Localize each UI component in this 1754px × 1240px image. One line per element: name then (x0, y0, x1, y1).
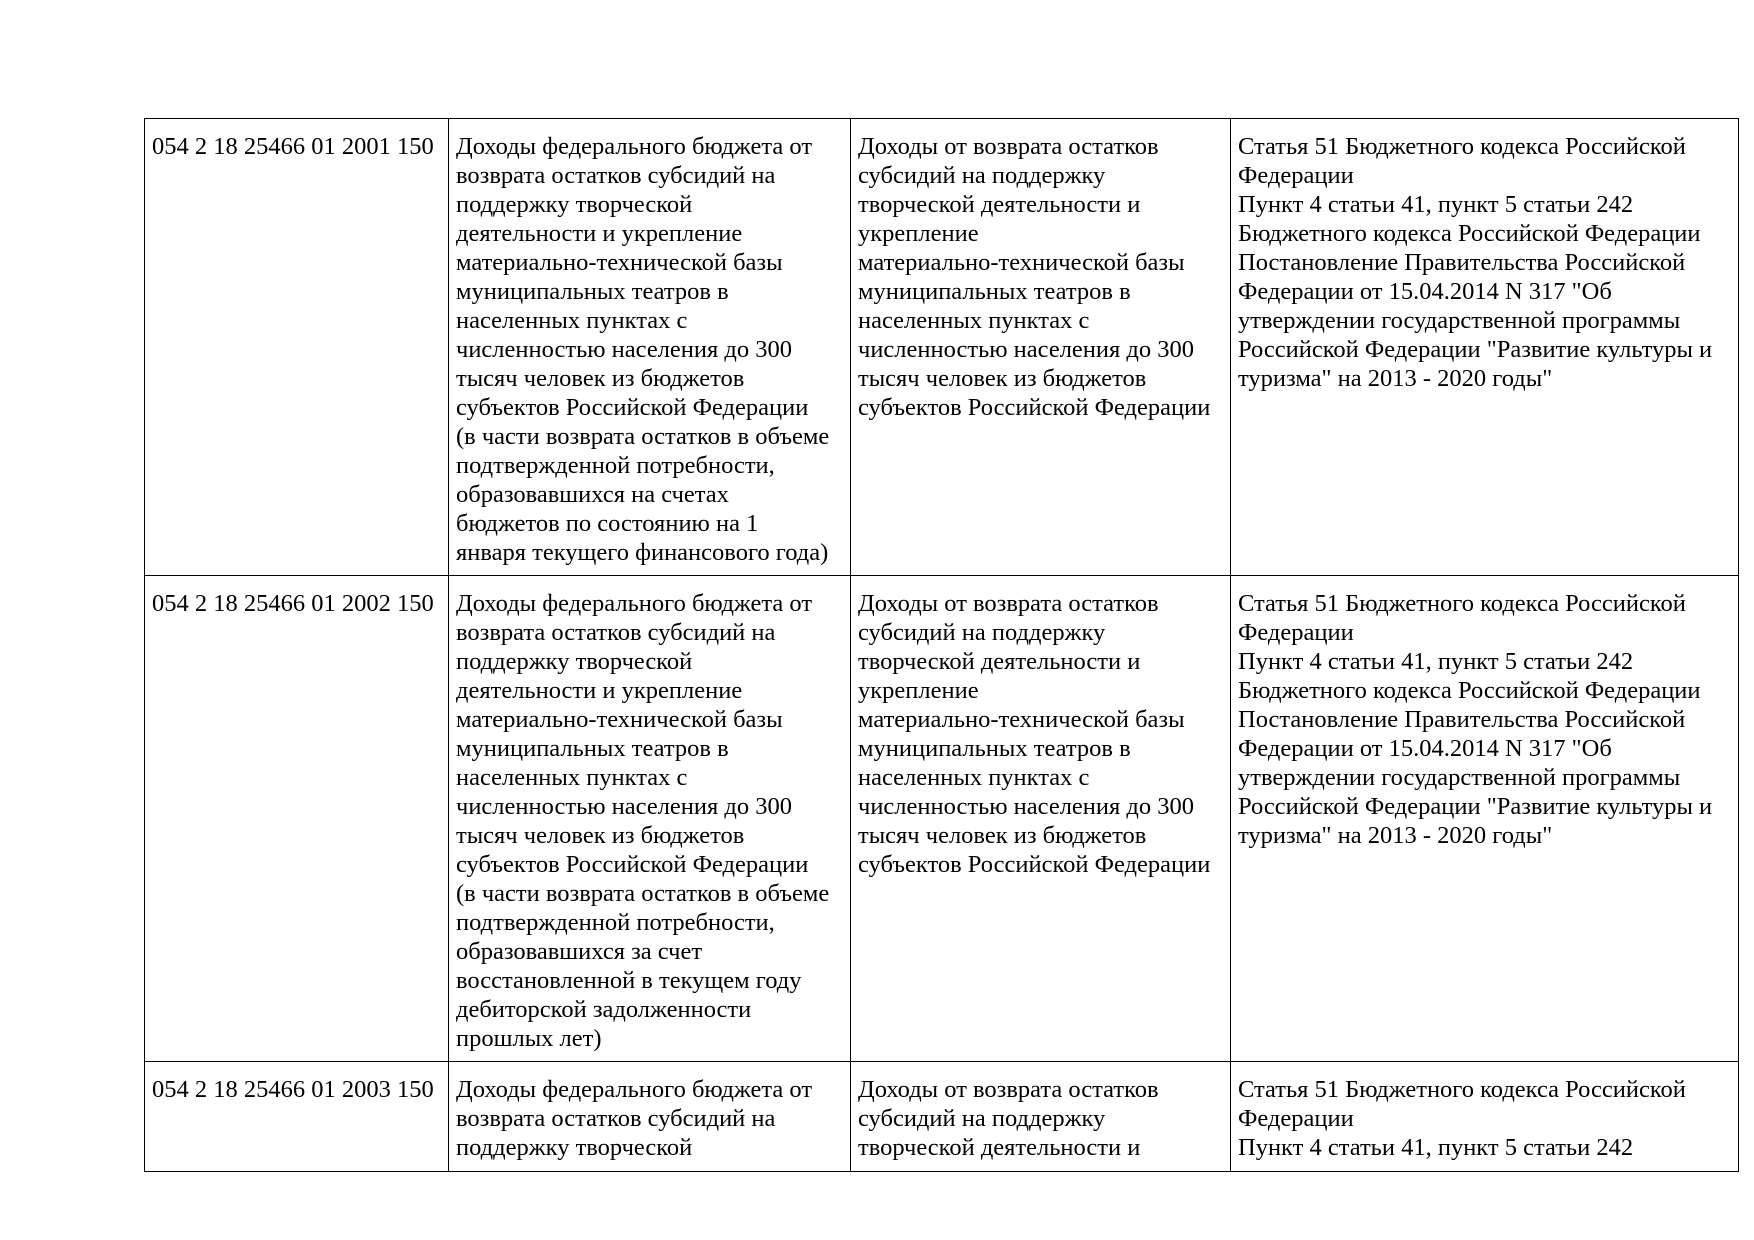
revenue-name-cell: Доходы федерального бюджета от возврата остатков субсидий на поддержку творческой (449, 1062, 851, 1172)
kbk-code-cell: 054 2 18 25466 01 2001 150 (145, 119, 449, 576)
table-row (145, 576, 1739, 1062)
revenue-short-name-cell: Доходы от возврата остатков субсидий на поддержку творческой деятельности и укрепление материально-технической базы муниципальных театров в населенных пунктах с численностью населения до 300 тысяч человек из бюджетов субъектов Российской Федерации (851, 119, 1231, 576)
table-row (145, 1062, 1739, 1172)
legal-basis-cell: Статья 51 Бюджетного кодекса Российской Федерации Пункт 4 статьи 41, пункт 5 статьи 242 (1231, 1062, 1739, 1172)
revenue-name-cell: Доходы федерального бюджета от возврата остатков субсидий на поддержку творческой деятельности и укрепление материально-технической базы муниципальных театров в населенных пунктах с численностью населения до 300 тысяч человек из бюджетов субъектов Российской Федерации (в части возврата остатков в объеме подтвержденной потребности, образовавшихся за счет восстановленной в текущем году дебиторской задолженности прошлых лет) (449, 576, 851, 1062)
kbk-code-cell: 054 2 18 25466 01 2002 150 (145, 576, 449, 1062)
legal-basis-cell: Статья 51 Бюджетного кодекса Российской Федерации Пункт 4 статьи 41, пункт 5 статьи 242 Бюджетного кодекса Российской Федерации Постановление Правительства Российской Федерации от 15.04.2014 N 317 "Об утверждении государственной программы Российской Федерации "Развитие культуры и туризма" на 2013 - 2020 годы" (1231, 119, 1739, 576)
revenue-short-name-cell: Доходы от возврата остатков субсидий на поддержку творческой деятельности и укрепление материально-технической базы муниципальных театров в населенных пунктах с численностью населения до 300 тысяч человек из бюджетов субъектов Российской Федерации (851, 576, 1231, 1062)
revenue-short-name-cell: Доходы от возврата остатков субсидий на поддержку творческой деятельности и (851, 1062, 1231, 1172)
kbk-code-cell: 054 2 18 25466 01 2003 150 (145, 1062, 449, 1172)
table-row (145, 119, 1739, 576)
revenue-name-cell: Доходы федерального бюджета от возврата остатков субсидий на поддержку творческой деятельности и укрепление материально-технической базы муниципальных театров в населенных пунктах с численностью населения до 300 тысяч человек из бюджетов субъектов Российской Федерации (в части возврата остатков в объеме подтвержденной потребности, образовавшихся на счетах бюджетов по состоянию на 1 января текущего финансового года) (449, 119, 851, 576)
budget-classification-table (144, 118, 1739, 1172)
legal-basis-cell: Статья 51 Бюджетного кодекса Российской Федерации Пункт 4 статьи 41, пункт 5 статьи 242 Бюджетного кодекса Российской Федерации Постановление Правительства Российской Федерации от 15.04.2014 N 317 "Об утверждении государственной программы Российской Федерации "Развитие культуры и туризма" на 2013 - 2020 годы" (1231, 576, 1739, 1062)
